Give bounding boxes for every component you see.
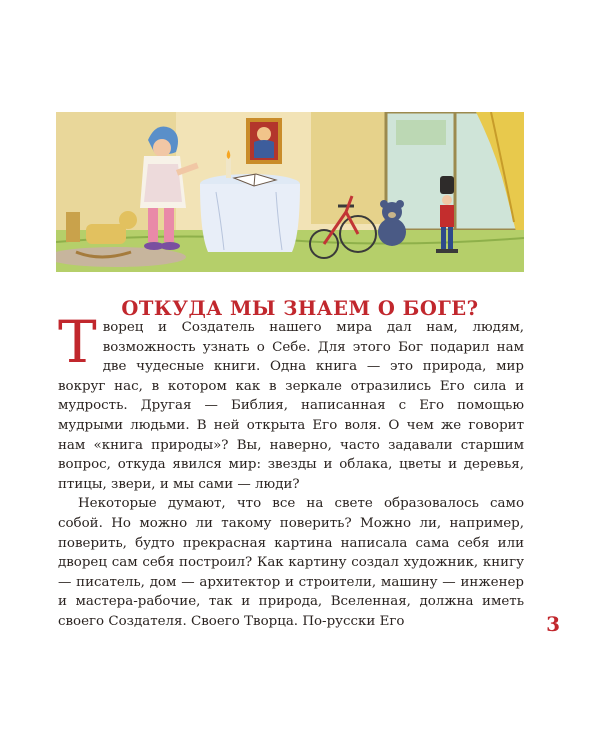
illustration-drawing xyxy=(56,112,524,272)
page-heading: ОТКУДА МЫ ЗНАЕМ О БОГЕ? xyxy=(121,297,479,321)
paragraph-1-text: ворец и Создатель нашего мира дал нам, людям, возможность узнать о Себе. Для этого Бог подарил нам две чудесные книги. Одна книга — это природа, мир вокруг нас, в котором как в зеркале отразились Его сила и мудрость. Другая — Библия, написанная с Его помощью мудрыми людьми. В ней открыта Его воля. О чем же говорит нам «книга природы»? Вы, наверно, часто задавали старшим вопрос, откуда явился мир: звезды и облака, цветы и деревья, птицы, звери, и мы сами — люди? xyxy=(58,320,524,492)
illustration xyxy=(56,112,524,272)
drop-cap: Т xyxy=(58,308,97,376)
paragraph-2-text: Некоторые думают, что все на свете образовалось само собой. Но можно ли такому поверить? Можно ли, например, поверить, будто прекрасная картина написала сама себя или дворец сам себя построил? Как картину создал художник, книгу — писатель, дом — архитектор и строители, машину — инженер и мастера-рабочие, так и природа, Вселенная, должна иметь своего Создателя. Своего Творца. По-русски Его xyxy=(58,496,524,629)
paragraph-2 xyxy=(58,494,524,631)
page-number: 3 xyxy=(546,612,560,636)
